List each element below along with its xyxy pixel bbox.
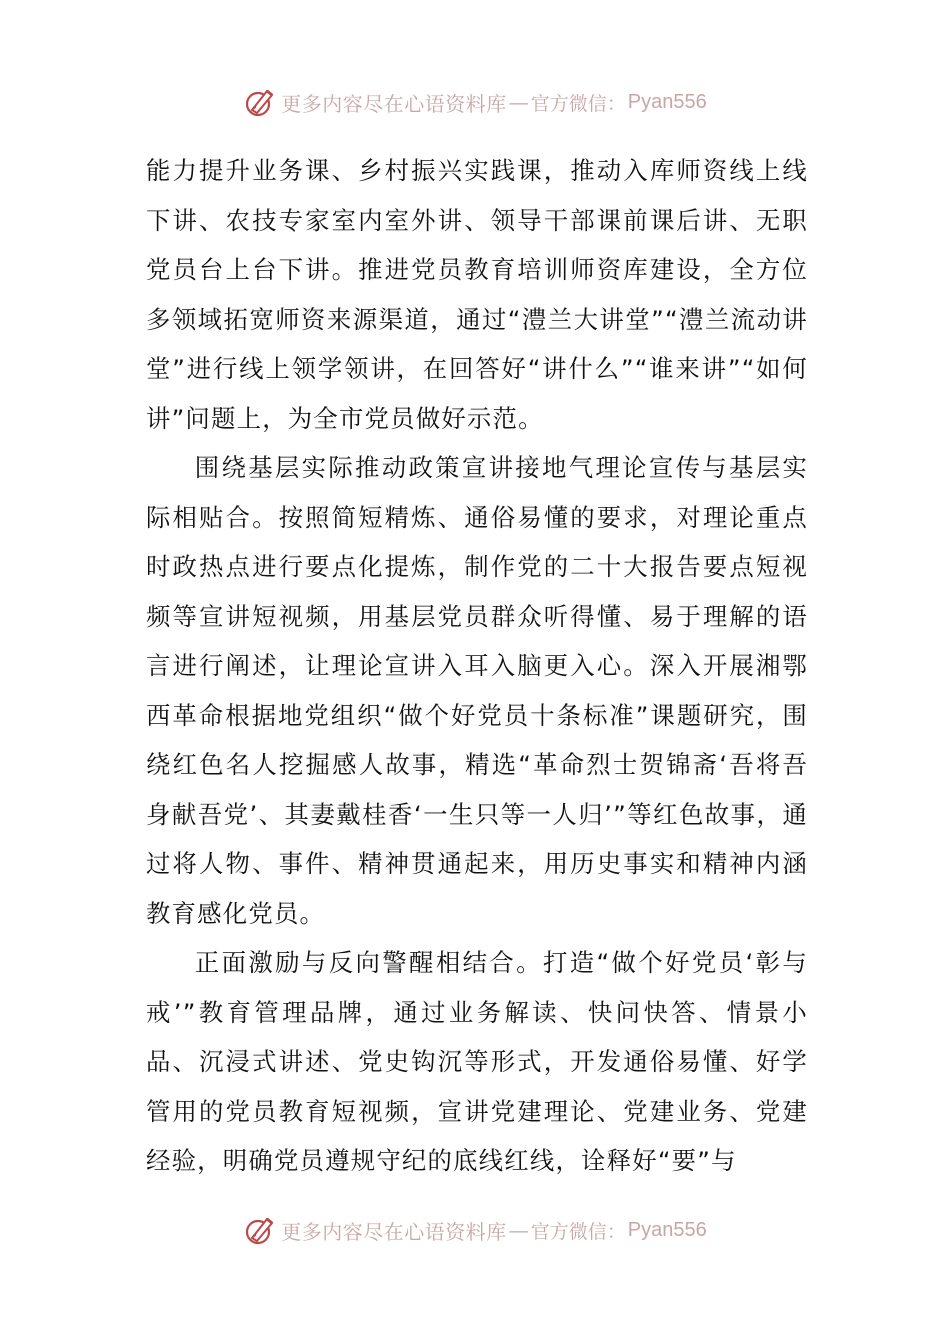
watermark-text: 更多内容尽在心语资料库 <box>281 1219 507 1244</box>
paragraph-continuation: 能力提升业务课、乡村振兴实践课，推动入库师资线上线下讲、农技专家室内室外讲、领导干部课前课后讲、无职党员台上台下讲。推进党员教育培训师资库建设，全方位多领域拓宽师资来源渠道，通过“澧兰大讲堂”“澧兰流动讲堂”进行线上领学领讲，在回答好“讲什么”“谁来讲”“如何讲”问题上，为全市党员做好示范。 <box>146 156 808 433</box>
watermark-text: 更多内容尽在心语资料库 <box>281 91 507 116</box>
document-body <box>146 146 808 1186</box>
watermark-wechat-id: Pyan556 <box>627 1218 707 1241</box>
pen-nib-logo-icon <box>243 85 277 119</box>
pen-nib-logo-icon <box>243 1213 277 1247</box>
watermark-separator: — <box>508 90 529 114</box>
watermark-wechat-label: 官方微信： <box>530 92 626 115</box>
paragraph-incentive-warning: 正面激励与反向警醒相结合。打造“做个好党员‘彰与戒’”教育管理品牌，通过业务解读、快问快答、情景小品、沉浸式讲述、党史钩沉等形式，开发通俗易懂、好学管用的党员教育短视频，宣讲党建理论、党建业务、党建经验，明确党员遵规守纪的底线红线，诠释好“要”与 <box>146 948 808 1175</box>
header-watermark-banner <box>0 80 950 124</box>
footer-watermark-banner <box>0 1208 950 1252</box>
watermark-wechat-label: 官方微信： <box>530 1220 626 1243</box>
watermark-separator: — <box>508 1218 529 1242</box>
paragraph-grassroots-policy: 围绕基层实际推动政策宣讲接地气理论宣传与基层实际相贴合。按照简短精炼、通俗易懂的要求，对理论重点时政热点进行要点化提炼，制作党的二十大报告要点短视频等宣讲短视频，用基层党员群众听得懂、易于理解的语言进行阐述，让理论宣讲入耳入脑更入心。深入开展湘鄂西革命根据地党组织“做个好党员十条标准”课题研究，围绕红色名人挖掘感人故事，精选“革命烈士贺锦斋‘吾将吾身献吾党’、其妻戴桂香‘一生只等一人归’”等红色故事，通过将人物、事件、精神贯通起来，用历史事实和精神内涵教育感化党员。 <box>146 453 808 928</box>
watermark-wechat-id: Pyan556 <box>627 90 707 113</box>
